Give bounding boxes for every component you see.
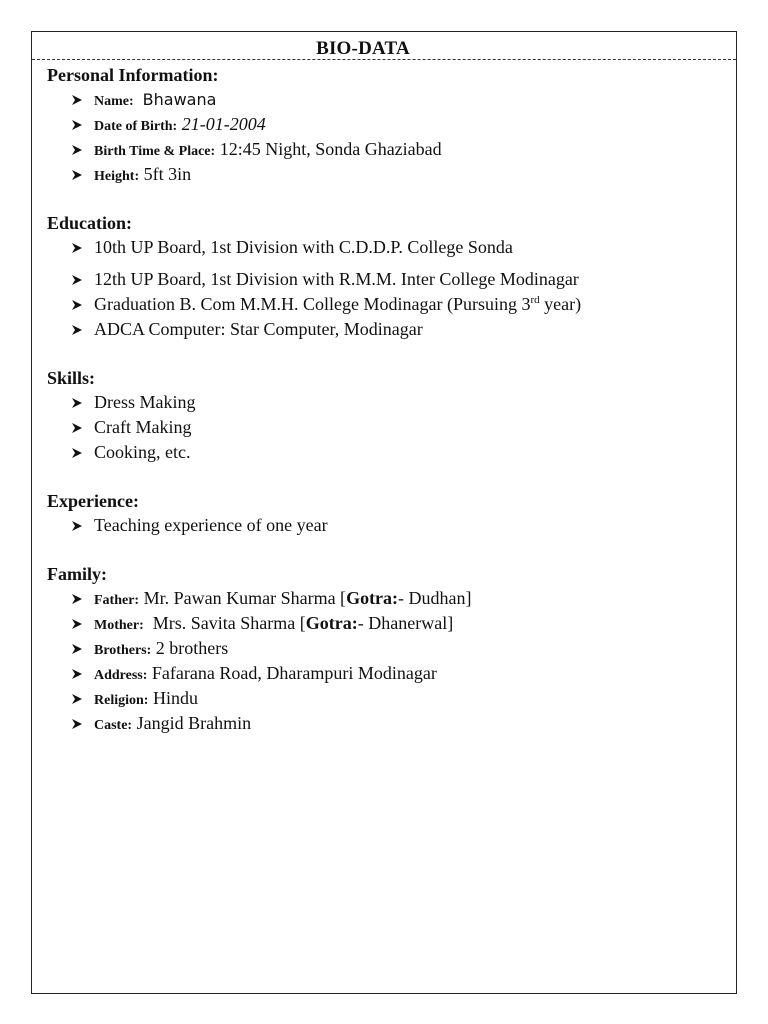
- address-label: Address:: [94, 668, 148, 683]
- education-12th-text: 12th UP Board, 1st Division with R.M.M. Inter College Modinagar: [94, 269, 579, 289]
- height-value: 5ft 3in: [143, 164, 192, 184]
- arrowhead-bullet-icon: [71, 94, 83, 106]
- section-heading-personal: Personal Information:: [47, 65, 219, 85]
- arrowhead-bullet-icon: [71, 618, 83, 630]
- arrowhead-bullet-icon: [71, 718, 83, 730]
- father-label: Father:: [94, 593, 140, 608]
- section-heading-experience: Experience:: [47, 491, 139, 511]
- education-10th-text: 10th UP Board, 1st Division with C.D.D.P. College Sonda: [94, 237, 513, 257]
- education-list: [47, 235, 726, 342]
- skill-text: Craft Making: [94, 417, 192, 437]
- arrowhead-bullet-icon: [71, 397, 83, 409]
- experience-text: Teaching experience of one year: [94, 515, 328, 535]
- address-value: Fafarana Road, Dharampuri Modinagar: [147, 663, 437, 683]
- arrowhead-bullet-icon: [71, 593, 83, 605]
- list-item-father: [71, 586, 726, 611]
- name-value: Bhawana: [142, 90, 217, 109]
- list-item-name: [71, 87, 726, 112]
- family-list: [47, 586, 726, 736]
- section-family: [47, 562, 726, 736]
- list-item-education-10th: [71, 235, 726, 260]
- document-title-text: BIO-DATA: [316, 38, 410, 59]
- arrowhead-bullet-icon: [71, 693, 83, 705]
- religion-value: Hindu: [148, 688, 198, 708]
- father-gotra-value: - Dudhan]: [398, 588, 472, 608]
- list-item-mother: [71, 611, 726, 636]
- arrowhead-bullet-icon: [71, 520, 83, 532]
- document-title: [32, 38, 736, 60]
- height-label: Height:: [94, 169, 140, 184]
- mother-gotra-label: Gotra:: [305, 613, 358, 633]
- graduation-tail: year): [539, 294, 582, 314]
- list-item-skill: [71, 390, 726, 415]
- name-label: Name:: [94, 94, 134, 109]
- list-item-caste: [71, 711, 726, 736]
- list-item-height: [71, 162, 726, 187]
- graduation-text: Graduation B. Com M.M.H. College Modinagar (Pursuing 3: [94, 294, 531, 314]
- skill-text: Cooking, etc.: [94, 442, 191, 462]
- section-education: [47, 211, 726, 342]
- brothers-label: Brothers:: [94, 643, 152, 658]
- arrowhead-bullet-icon: [71, 144, 83, 156]
- arrowhead-bullet-icon: [71, 668, 83, 680]
- arrowhead-bullet-icon: [71, 242, 83, 254]
- arrowhead-bullet-icon: [71, 299, 83, 311]
- skill-text: Dress Making: [94, 392, 196, 412]
- list-item-education-12th: [71, 267, 726, 292]
- section-skills: [47, 366, 726, 465]
- religion-label: Religion:: [94, 693, 149, 708]
- dob-value: 21-01-2004: [181, 114, 266, 134]
- arrowhead-bullet-icon: [71, 324, 83, 336]
- father-gotra-label: Gotra:: [346, 588, 399, 608]
- list-item-address: [71, 661, 726, 686]
- document-page: [31, 31, 737, 994]
- arrowhead-bullet-icon: [71, 643, 83, 655]
- arrowhead-bullet-icon: [71, 169, 83, 181]
- arrowhead-bullet-icon: [71, 422, 83, 434]
- mother-label: Mother:: [94, 618, 144, 633]
- section-personal-information: [47, 63, 726, 187]
- section-heading-education: Education:: [47, 213, 133, 233]
- arrowhead-bullet-icon: [71, 447, 83, 459]
- mother-gotra-value: - Dhanerwal]: [357, 613, 454, 633]
- caste-label: Caste:: [94, 718, 133, 733]
- list-item-skill: [71, 415, 726, 440]
- section-experience: [47, 489, 726, 538]
- document-content: [47, 63, 726, 760]
- mother-value: Mrs. Savita Sharma [: [143, 613, 306, 633]
- birth-label: Birth Time & Place:: [94, 144, 216, 159]
- list-item-brothers: [71, 636, 726, 661]
- brothers-value: 2 brothers: [151, 638, 229, 658]
- list-item-skill: [71, 440, 726, 465]
- title-bar: [32, 32, 736, 60]
- list-item-experience: [71, 513, 726, 538]
- skills-list: [47, 390, 726, 465]
- arrowhead-bullet-icon: [71, 119, 83, 131]
- section-heading-skills: Skills:: [47, 368, 96, 388]
- dob-label: Date of Birth:: [94, 119, 178, 134]
- personal-list: [47, 87, 726, 187]
- graduation-ordinal: rd: [530, 294, 540, 306]
- list-item-dob: [71, 112, 726, 137]
- birth-value: 12:45 Night, Sonda Ghaziabad: [219, 139, 442, 159]
- list-item-religion: [71, 686, 726, 711]
- list-item-birth: [71, 137, 726, 162]
- list-item-education-adca: [71, 317, 726, 342]
- father-value: Mr. Pawan Kumar Sharma [: [139, 588, 347, 608]
- caste-value: Jangid Brahmin: [132, 713, 252, 733]
- experience-list: [47, 513, 726, 538]
- list-item-education-graduation: [71, 292, 726, 317]
- section-heading-family: Family:: [47, 564, 107, 584]
- adca-text: ADCA Computer: Star Computer, Modinagar: [94, 319, 423, 339]
- arrowhead-bullet-icon: [71, 274, 83, 286]
